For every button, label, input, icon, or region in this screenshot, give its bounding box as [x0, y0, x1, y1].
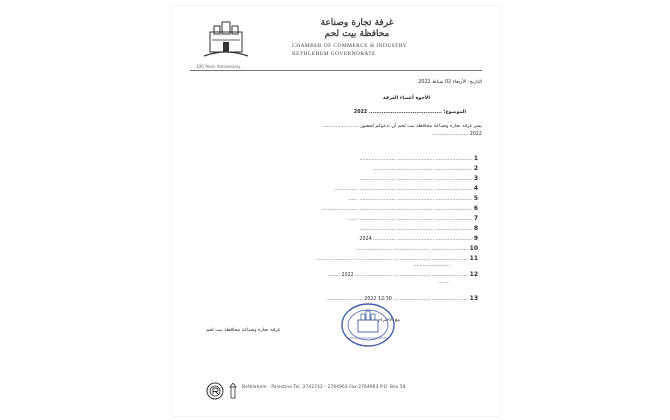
header-arabic-line1: غرفة تجارة وصناعة: [320, 18, 394, 28]
header-arabic-line2: محافظة بيت لحم: [324, 29, 390, 39]
intro-line-2: 2022 ........................: [431, 132, 482, 137]
header-english: [292, 42, 452, 58]
footer-emblem-icon: [206, 382, 224, 400]
list-item: 3 ........................ ........................ ........................: [359, 175, 478, 182]
list-item-continuation: ........................: [413, 263, 450, 268]
list-item: 7 ........................ ........................ ........................ ......: [348, 215, 478, 222]
official-stamp-icon: [340, 302, 396, 348]
date-line: التاريخ: الأربعاء 02 شباط 2022: [418, 80, 482, 85]
header-divider: [190, 70, 482, 71]
list-item: 4 ........................ ........................ ........................ ...............: [335, 185, 478, 192]
list-item-continuation: ........: [437, 280, 450, 285]
list-item: 9 ........................ ........................ ............... 2024: [359, 235, 478, 242]
list-item: 5 ........................ ........................ ........................ ......: [348, 195, 478, 202]
list-item: 1 ........................ ........................ ........................: [359, 155, 478, 162]
list-item: 11 ........................ ........................ ........................ ........................: [317, 255, 478, 262]
footer-address: Bethlehem - Palestine Tel. 2742742 - 2764963 Fax 2764963 P.O. Box 59: [242, 384, 406, 389]
recipient: الأخوة أعضاء الغرفة: [383, 96, 430, 101]
list-item: 8 ........................ ........................ ........................: [359, 225, 478, 232]
header-english-line1: CHAMBER OF COMMERCE & INDUSTRY: [292, 43, 407, 49]
header-arabic: [292, 18, 422, 40]
subject: الموضوع: ........................................ 2022: [353, 110, 466, 115]
header-english-line2: BETHLEHEM GOVERNORATE: [292, 51, 376, 57]
chamber-logo-icon: [202, 18, 250, 60]
list-item: 13 ........................ ........................ 12:30 2022 ........................: [326, 295, 478, 302]
signature-org: غرفة تجارة وصناعة محافظة بيت لحم: [206, 328, 281, 333]
footer-tower-icon: [228, 383, 238, 399]
list-item: 12 ........................ ........................ ........................ 2022 ........: [327, 271, 478, 278]
closing: مع الاحترام: [377, 318, 400, 323]
letter-page: [172, 6, 500, 416]
list-item: 2 ........................ ........................ ...............: [373, 165, 478, 172]
list-item: 10 ........................ ........................ ........................: [355, 245, 478, 252]
list-item: 6 ........................ ........................ ........................ ........................: [321, 205, 478, 212]
logo-caption: 100 Years Anniversary: [196, 64, 241, 69]
intro-line-1: يسر غرفة تجارة وصناعة محافظة بيت لحم أن تدعوكم لحضور ........................: [322, 124, 482, 129]
